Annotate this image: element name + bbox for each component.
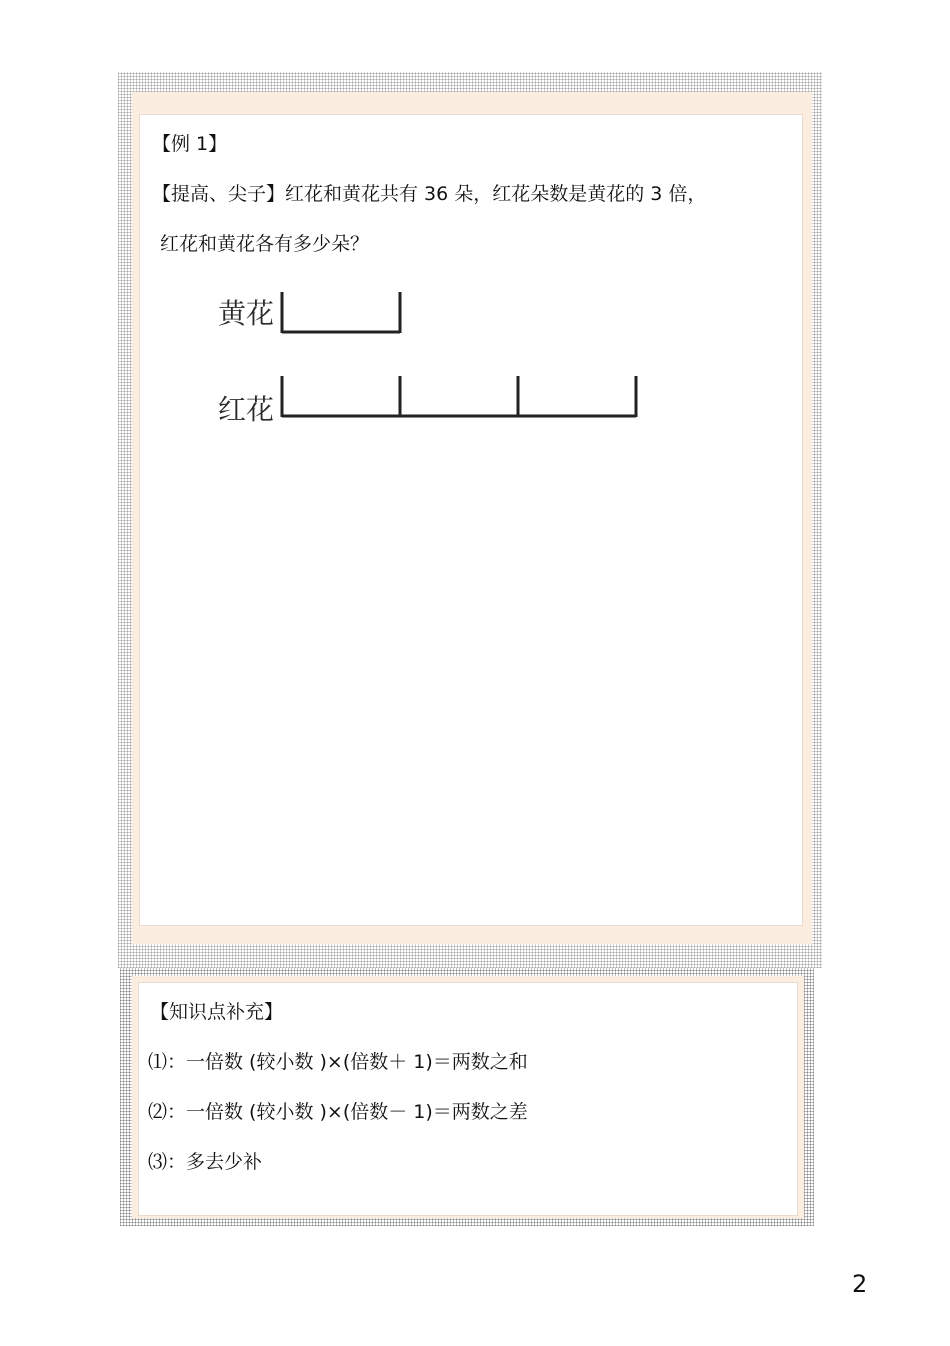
supplement-item-2: ⑵：一倍数 (较小数 )×(倍数－ 1)＝两数之差 [148, 1101, 528, 1123]
page-number: 2 [852, 1270, 868, 1298]
yellow-flower-bar [282, 292, 400, 333]
supplement-item-3: ⑶：多去少补 [148, 1151, 263, 1173]
red-flower-bar [282, 376, 636, 417]
supplement-heading: 【知识点补充】 [150, 1001, 284, 1023]
yellow-flower-label: 黄花 [218, 297, 275, 330]
problem-line-1: 【提高、尖子】红花和黄花共有 36 朵，红花朵数是黄花的 3 倍， [152, 183, 707, 205]
red-flower-label: 红花 [218, 393, 275, 426]
supplement-item-1: ⑴：一倍数 (较小数 )×(倍数＋ 1)＝两数之和 [148, 1051, 528, 1073]
problem-line-2: 红花和黄花各有多少朵？ [160, 233, 370, 255]
example-heading: 【例 1】 [152, 133, 228, 155]
